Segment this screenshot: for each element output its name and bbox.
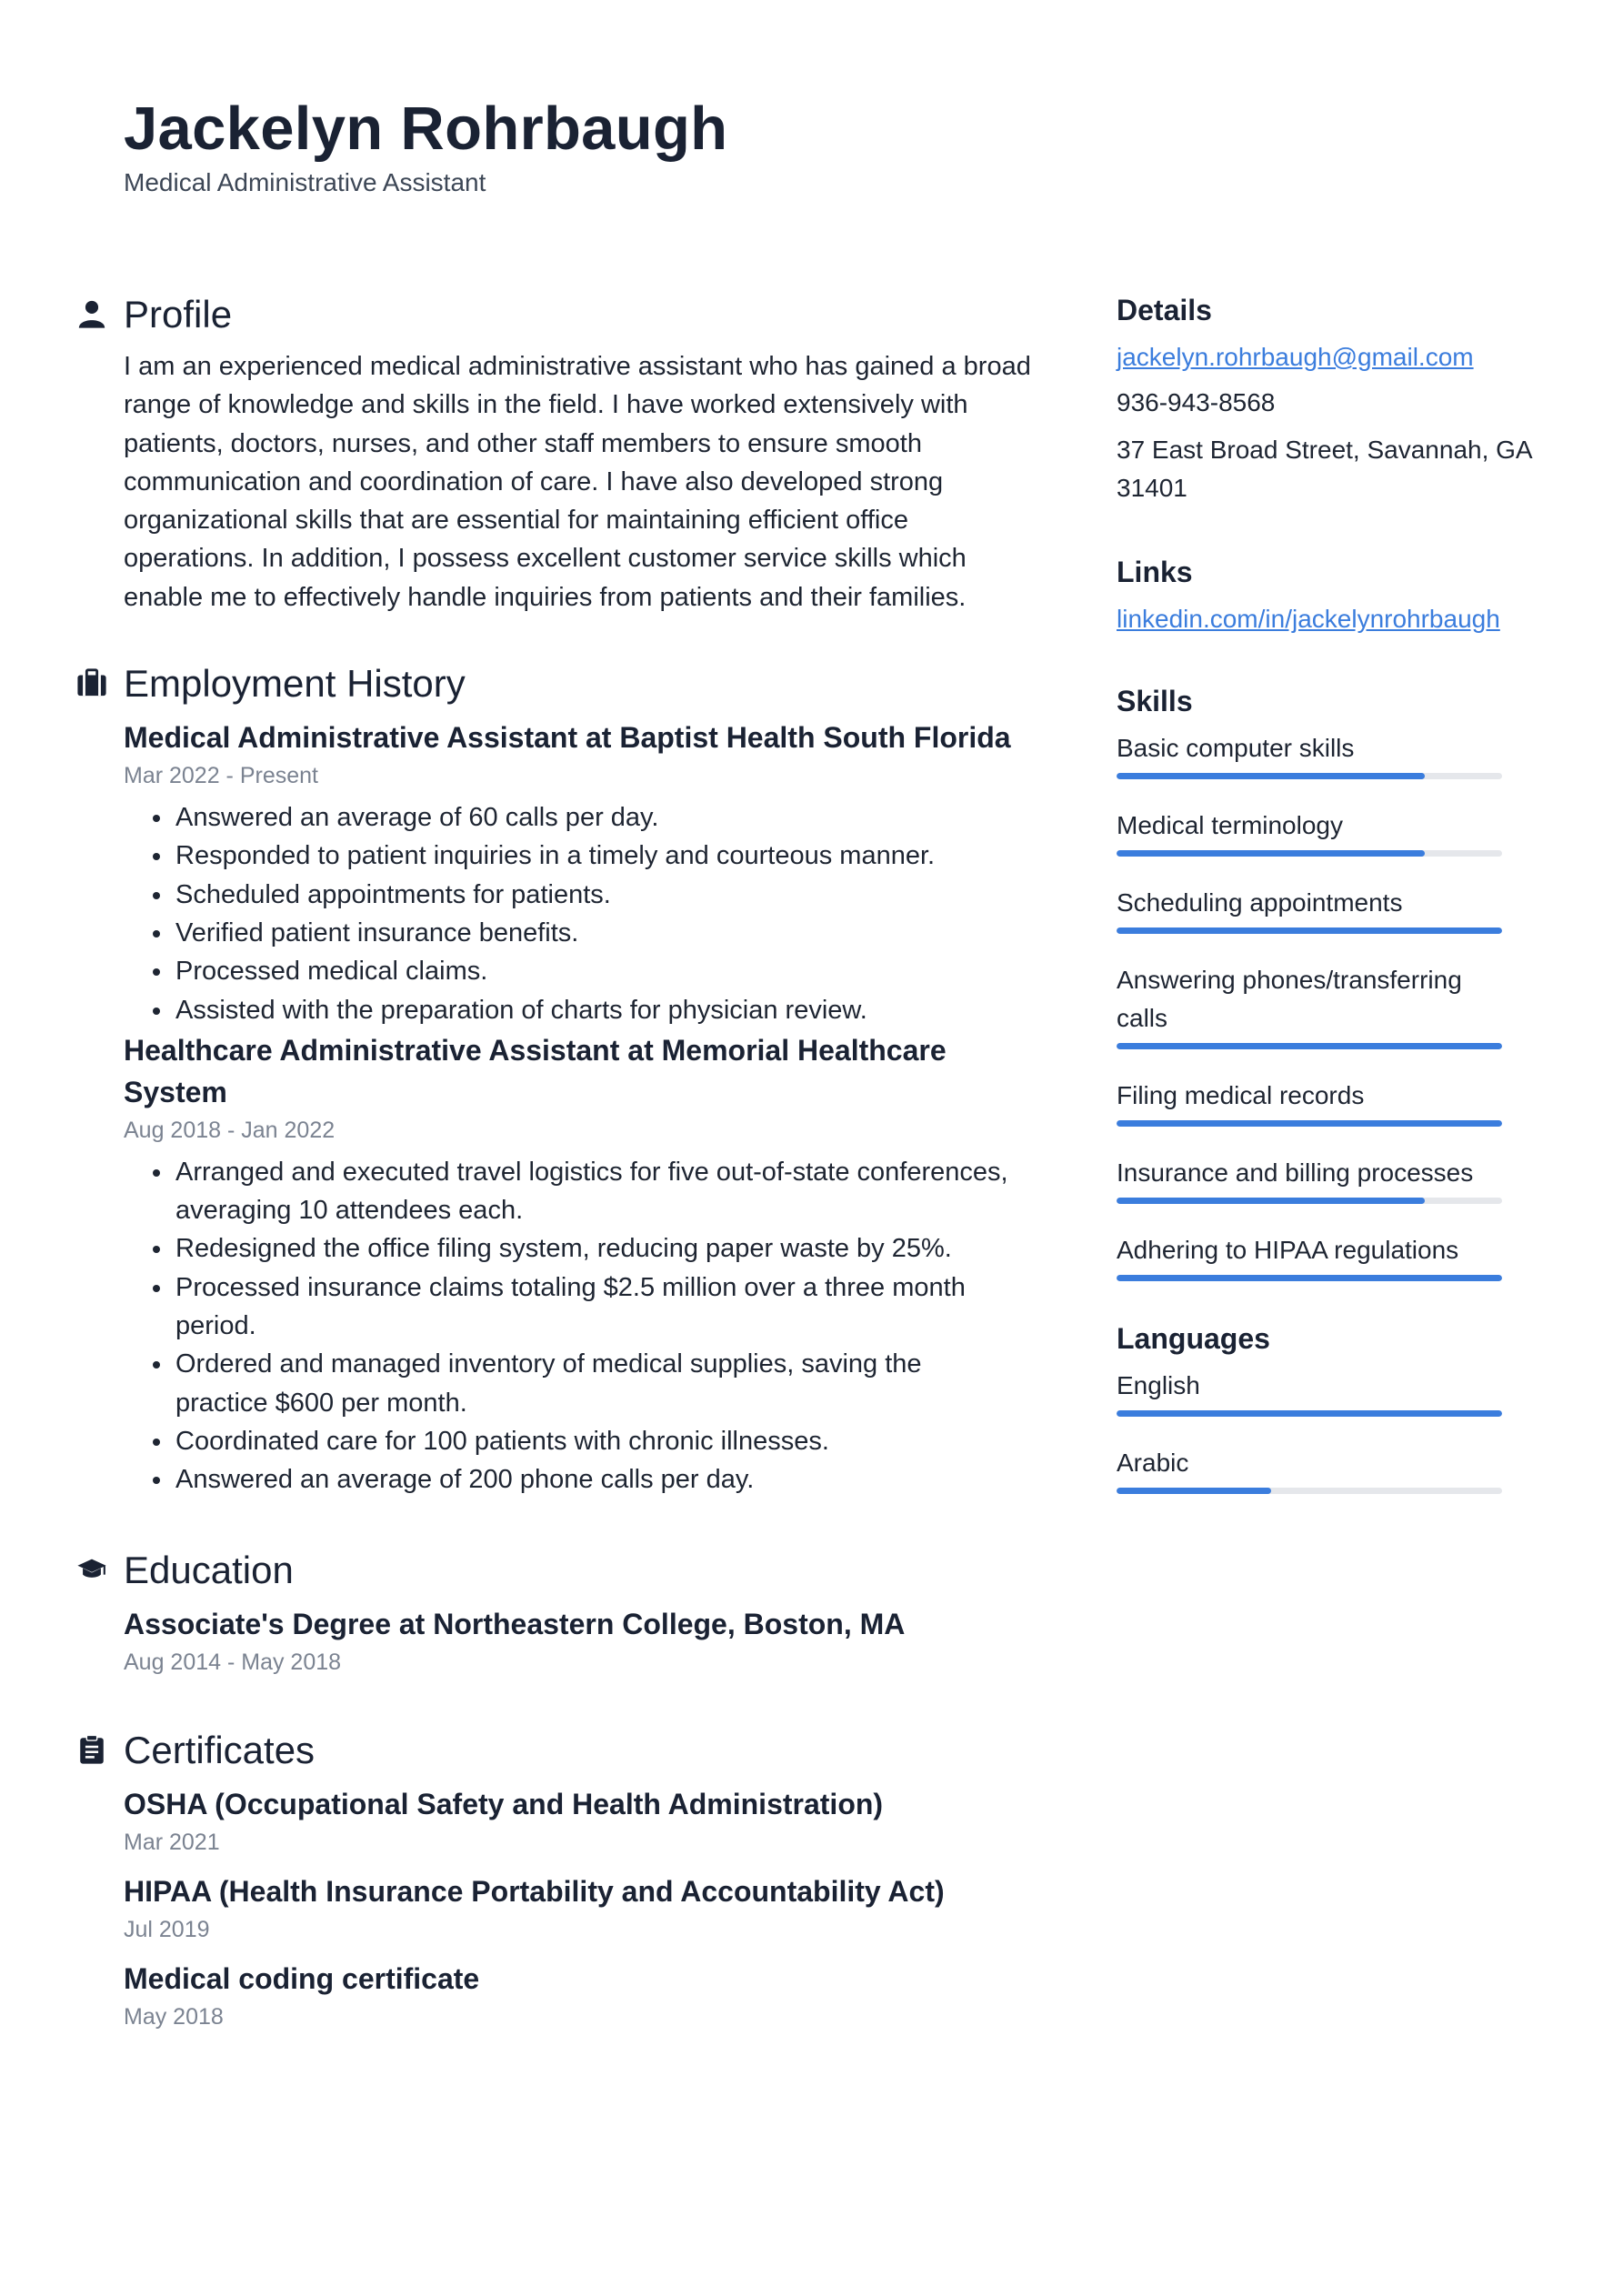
skill-name: Scheduling appointments (1117, 888, 1403, 917)
clipboard-icon (76, 1734, 107, 1765)
skill-level-fill (1117, 1043, 1502, 1049)
certificate-entry (124, 1783, 1031, 1860)
list-item: Assisted with the preparation of charts for physician review. (175, 991, 1012, 1029)
skill-name: Medical terminology (1117, 811, 1343, 839)
language-level-bar (1117, 1410, 1502, 1417)
employment-section (76, 658, 1031, 1499)
list-item: Answered an average of 60 calls per day. (175, 798, 1012, 837)
certificate-title: HIPAA (Health Insurance Portability and Accountability Act) (124, 1874, 945, 1908)
list-item: Verified patient insurance benefits. (175, 914, 1012, 952)
job-entry (124, 717, 1031, 1029)
skill-level-fill (1117, 773, 1425, 779)
profile-heading-row (124, 289, 1031, 340)
job-bullets (124, 798, 1031, 1029)
language-item (1117, 1367, 1544, 1417)
certificate-title: OSHA (Occupational Safety and Health Administration) (124, 1787, 884, 1820)
skill-item (1117, 1077, 1544, 1127)
skill-level-fill (1117, 850, 1425, 857)
briefcase-icon (76, 667, 107, 698)
main-column (76, 289, 1031, 2040)
languages-heading: Languages (1117, 1322, 1270, 1355)
list-item: Answered an average of 200 phone calls per day. (175, 1460, 1012, 1499)
job-dates: Aug 2018 - Jan 2022 (124, 1117, 336, 1143)
certificates-heading-row (124, 1725, 1031, 1776)
education-heading: Education (124, 1548, 294, 1591)
address: 37 East Broad Street, Savannah, GA 31401 (1117, 436, 1532, 502)
list-item: Processed insurance claims totaling $2.5 million over a three month period. (175, 1268, 1012, 1346)
skill-level-bar (1117, 1043, 1502, 1049)
skill-level-bar (1117, 1275, 1502, 1281)
skill-name: Filing medical records (1117, 1081, 1365, 1109)
details-section (1117, 289, 1544, 507)
skill-item (1117, 1231, 1544, 1281)
skill-name: Insurance and billing processes (1117, 1158, 1474, 1187)
degree-dates: Aug 2014 - May 2018 (124, 1649, 342, 1675)
degree-title: Associate's Degree at Northeastern College, Boston, MA (124, 1607, 906, 1640)
education-entry (124, 1603, 1031, 1679)
skill-item (1117, 961, 1544, 1049)
language-item (1117, 1444, 1544, 1494)
skill-level-bar (1117, 1198, 1502, 1204)
education-heading-row (124, 1545, 1031, 1596)
links-section (1117, 551, 1544, 638)
candidate-name: Jackelyn Rohrbaugh (124, 95, 728, 163)
employment-heading-row (124, 658, 1031, 709)
list-item: Coordinated care for 100 patients with chronic illnesses. (175, 1422, 1012, 1460)
person-icon (76, 298, 107, 329)
language-level-fill (1117, 1410, 1502, 1417)
language-level-fill (1117, 1488, 1271, 1494)
list-item: Ordered and managed inventory of medical supplies, saving the practice $600 per month. (175, 1345, 1012, 1422)
profile-summary: I am an experienced medical administrative assistant who has gained a broad range of knowledge and skills in the field. I have worked extensively with patients, doctors, nurses, and other staff members to ensure smooth communication and coordination of care. I have also developed strong organizational skills that are essential for maintaining efficient office operations. In addition, I possess excellent customer service skills which enable me to effectively handle inquiries from patients and their families. (124, 352, 1031, 612)
skill-level-bar (1117, 927, 1502, 934)
skill-level-fill (1117, 1120, 1502, 1127)
certificate-date: Jul 2019 (124, 1916, 210, 1942)
graduation-cap-icon (76, 1554, 107, 1585)
job-title: Medical Administrative Assistant at Baptist Health South Florida (124, 721, 1011, 755)
skill-name: Basic computer skills (1117, 734, 1355, 762)
list-item: Processed medical claims. (175, 952, 1012, 990)
job-dates: Mar 2022 - Present (124, 763, 318, 789)
skill-name: Answering phones/transferring calls (1117, 966, 1462, 1032)
job-title: Healthcare Administrative Assistant at Memorial Healthcare System (124, 1033, 947, 1108)
job-bullets (124, 1153, 1031, 1499)
skill-level-bar (1117, 850, 1502, 857)
resume-header (124, 95, 727, 197)
skill-level-fill (1117, 1198, 1425, 1204)
list-item: Arranged and executed travel logistics for five out-of-state conferences, averaging 10 attendees each. (175, 1153, 1012, 1230)
list-item: Responded to patient inquiries in a timely and courteous manner. (175, 837, 1012, 875)
employment-heading: Employment History (124, 662, 466, 706)
skill-item (1117, 729, 1544, 779)
skill-level-bar (1117, 1120, 1502, 1127)
skills-heading: Skills (1117, 685, 1193, 717)
certificate-date: Mar 2021 (124, 1829, 220, 1855)
list-item: Redesigned the office filing system, reducing paper waste by 25%. (175, 1229, 1012, 1268)
language-level-bar (1117, 1488, 1502, 1494)
skills-section (1117, 680, 1544, 1281)
language-name: English (1117, 1371, 1200, 1399)
candidate-title: Medical Administrative Assistant (124, 167, 486, 196)
job-entry (124, 1029, 1031, 1499)
list-item: Scheduled appointments for patients. (175, 876, 1012, 914)
linkedin-link[interactable]: linkedin.com/in/jackelynrohrbaugh (1117, 605, 1500, 633)
certificate-entry (124, 1870, 1031, 1947)
profile-section (76, 289, 1031, 617)
details-heading: Details (1117, 294, 1212, 326)
skill-item (1117, 884, 1544, 934)
links-heading: Links (1117, 556, 1193, 588)
email-link[interactable]: jackelyn.rohrbaugh@gmail.com (1117, 343, 1474, 371)
skill-level-fill (1117, 1275, 1502, 1281)
certificates-section (76, 1725, 1031, 2034)
language-name: Arabic (1117, 1449, 1189, 1477)
education-section (76, 1545, 1031, 1679)
skill-item (1117, 1154, 1544, 1204)
certificate-entry (124, 1958, 1031, 2034)
skill-level-fill (1117, 927, 1502, 934)
profile-heading: Profile (124, 293, 233, 336)
phone-number: 936-943-8568 (1117, 388, 1276, 416)
certificates-heading: Certificates (124, 1728, 316, 1771)
sidebar-column (1117, 289, 1544, 1521)
certificate-title: Medical coding certificate (124, 1961, 480, 1995)
skill-level-bar (1117, 773, 1502, 779)
skill-item (1117, 807, 1544, 857)
certificate-date: May 2018 (124, 2003, 224, 2030)
skill-name: Adhering to HIPAA regulations (1117, 1236, 1459, 1264)
languages-section (1117, 1318, 1544, 1494)
